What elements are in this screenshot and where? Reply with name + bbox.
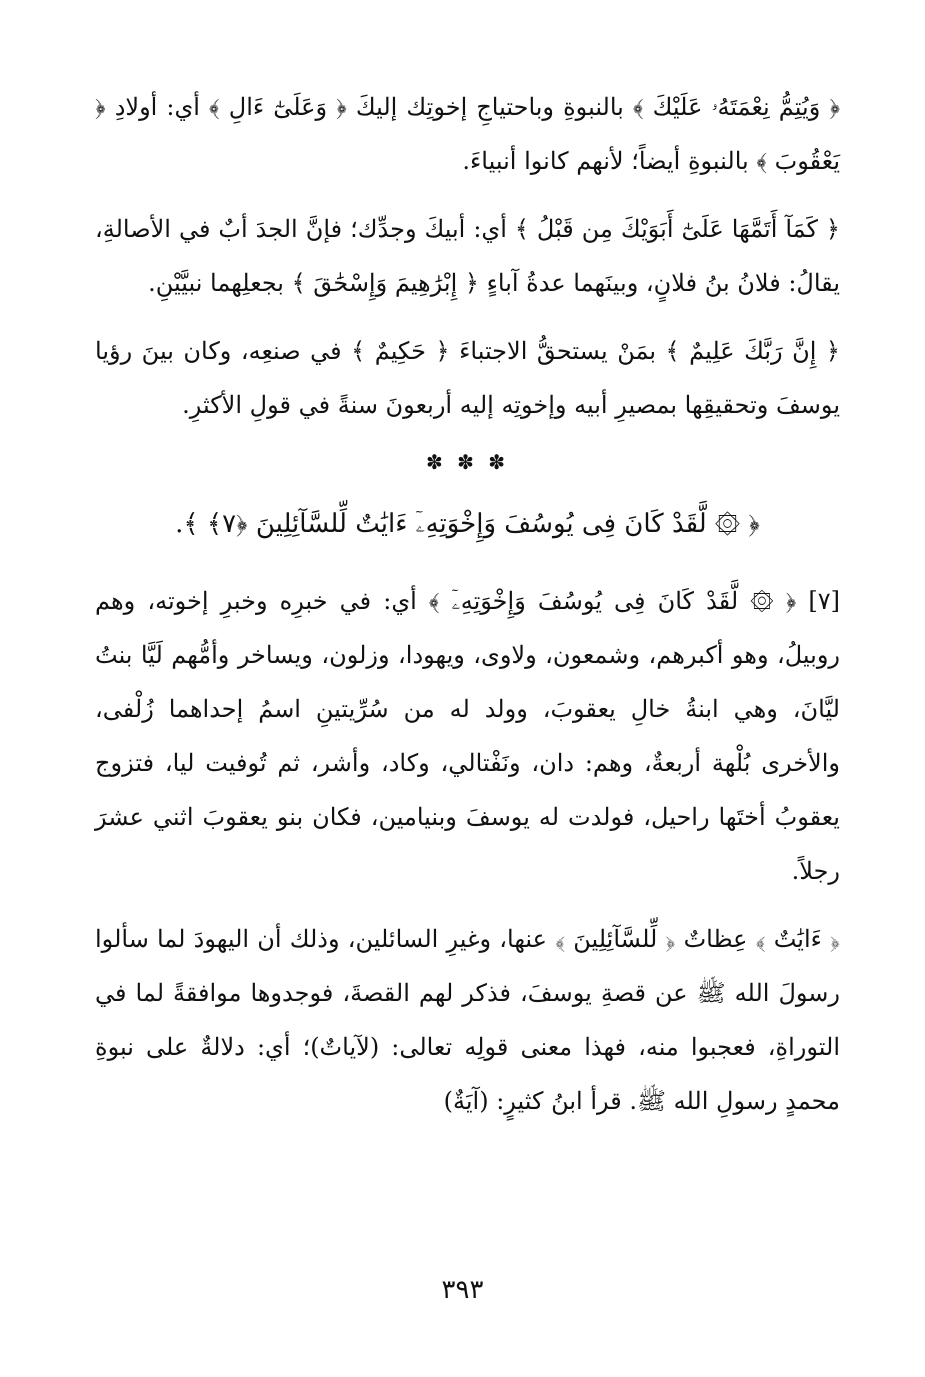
paragraph-3 — [95, 324, 840, 432]
paragraph-4 — [95, 574, 840, 898]
paragraph-text: ﴿ ءَايَٰتٌ ﴾ عِظاتٌ ﴿ لِّلسَّآئِلِينَ ﴾ عنها، وغيرِ السائلين، وذلك أن اليهودَ لما سألوا رسولَ الله ﷺ عن قصةِ يوسفَ، فذكر لهم القصةَ، فوجدوها موافقةً لما في التوراةِ، فعجبوا منه، فهذا معنى قولِه تعالى: (لآياتٌ)؛ أي: دلالةٌ على نبوةِ محمدٍ رسولِ الله ﷺ. قرأ ابنُ كثيرٍ: (آيَةٌ) — [95, 925, 840, 1115]
paragraph-1 — [95, 80, 840, 188]
paragraph-text: ﴿ كَمَآ أَتَمَّهَا عَلَىٰٓ أَبَوَيْكَ مِن قَبْلُ ﴾ أي: أبيكَ وجدِّك؛ فإنَّ الجدَ أبٌ في الأصالةِ، يقالُ: فلانُ بنُ فلانٍ، وبينَهما عدةُ آباءٍ ﴿ إِبْرَٰهِيمَ وَإِسْحَٰقَ ﴾ بجعلِهما نبيَّيْنِ. — [95, 215, 840, 297]
paragraph-text: [٧] ﴿ ۞ لَّقَدْ كَانَ فِى يُوسُفَ وَإِخْوَتِهِۦٓ ﴾ أي: في خبرِه وخبرِ إخوته، وهم روبيلُ، وهو أكبرهم، وشمعون، ولاوى، ويهودا، وزلون، ويساخر وأمُّهم لَيَّا بنتُ ليَّانَ، وهي ابنةُ خالِ يعقوبَ، وولد له من سُرِّيتينِ اسمُ إحداهما زُلْفى، والأخرى بُلْهة أربعةٌ، وهم: دان، ونَفْتالي، وكاد، وأشر، ثم تُوفيت ليا، فتزوج يعقوبُ أختَها راحيل، فولدت له يوسفَ وبنيامين، فكان بنو يعقوبَ اثني عشرَ رجلاً. — [95, 587, 840, 885]
page-body — [95, 80, 840, 1142]
paragraph-5 — [95, 912, 840, 1128]
paragraph-2 — [95, 202, 840, 310]
paragraph-text: ﴿ إِنَّ رَبَّكَ عَلِيمٌ ﴾ بمَنْ يستحقُّ الاجتباءَ ﴿ حَكِيمٌ ﴾ في صنعِه، وكان بينَ رؤيا يوسفَ وتحقيقِها بمصيرِ أبيه وإخوتِه إليه أربعونَ سنةً في قولِ الأكثرِ. — [95, 337, 840, 419]
verse-heading: ﴿ ۞ لَّقَدْ كَانَ فِى يُوسُفَ وَإِخْوَتِهِۦٓ ءَايَٰتٌ لِّلسَّآئِلِينَ ﴿٧﴾ ﴾. — [175, 509, 760, 539]
page-number: ٣٩٣ — [441, 1275, 484, 1305]
paragraph-text: ﴿ وَيُتِمُّ نِعْمَتَهُۥ عَلَيْكَ ﴾ بالنبوةِ وباحتياجِ إخوتِك إليكَ ﴿ وَعَلَىٰٓ ءَالِ ﴾ أي: أولادِ ﴿ يَعْقُوبَ ﴾ بالنبوةِ أيضاً؛ لأنهم كانوا أنبياءَ. — [95, 93, 840, 175]
section-separator: ✽ ✽ ✽ — [426, 450, 509, 474]
